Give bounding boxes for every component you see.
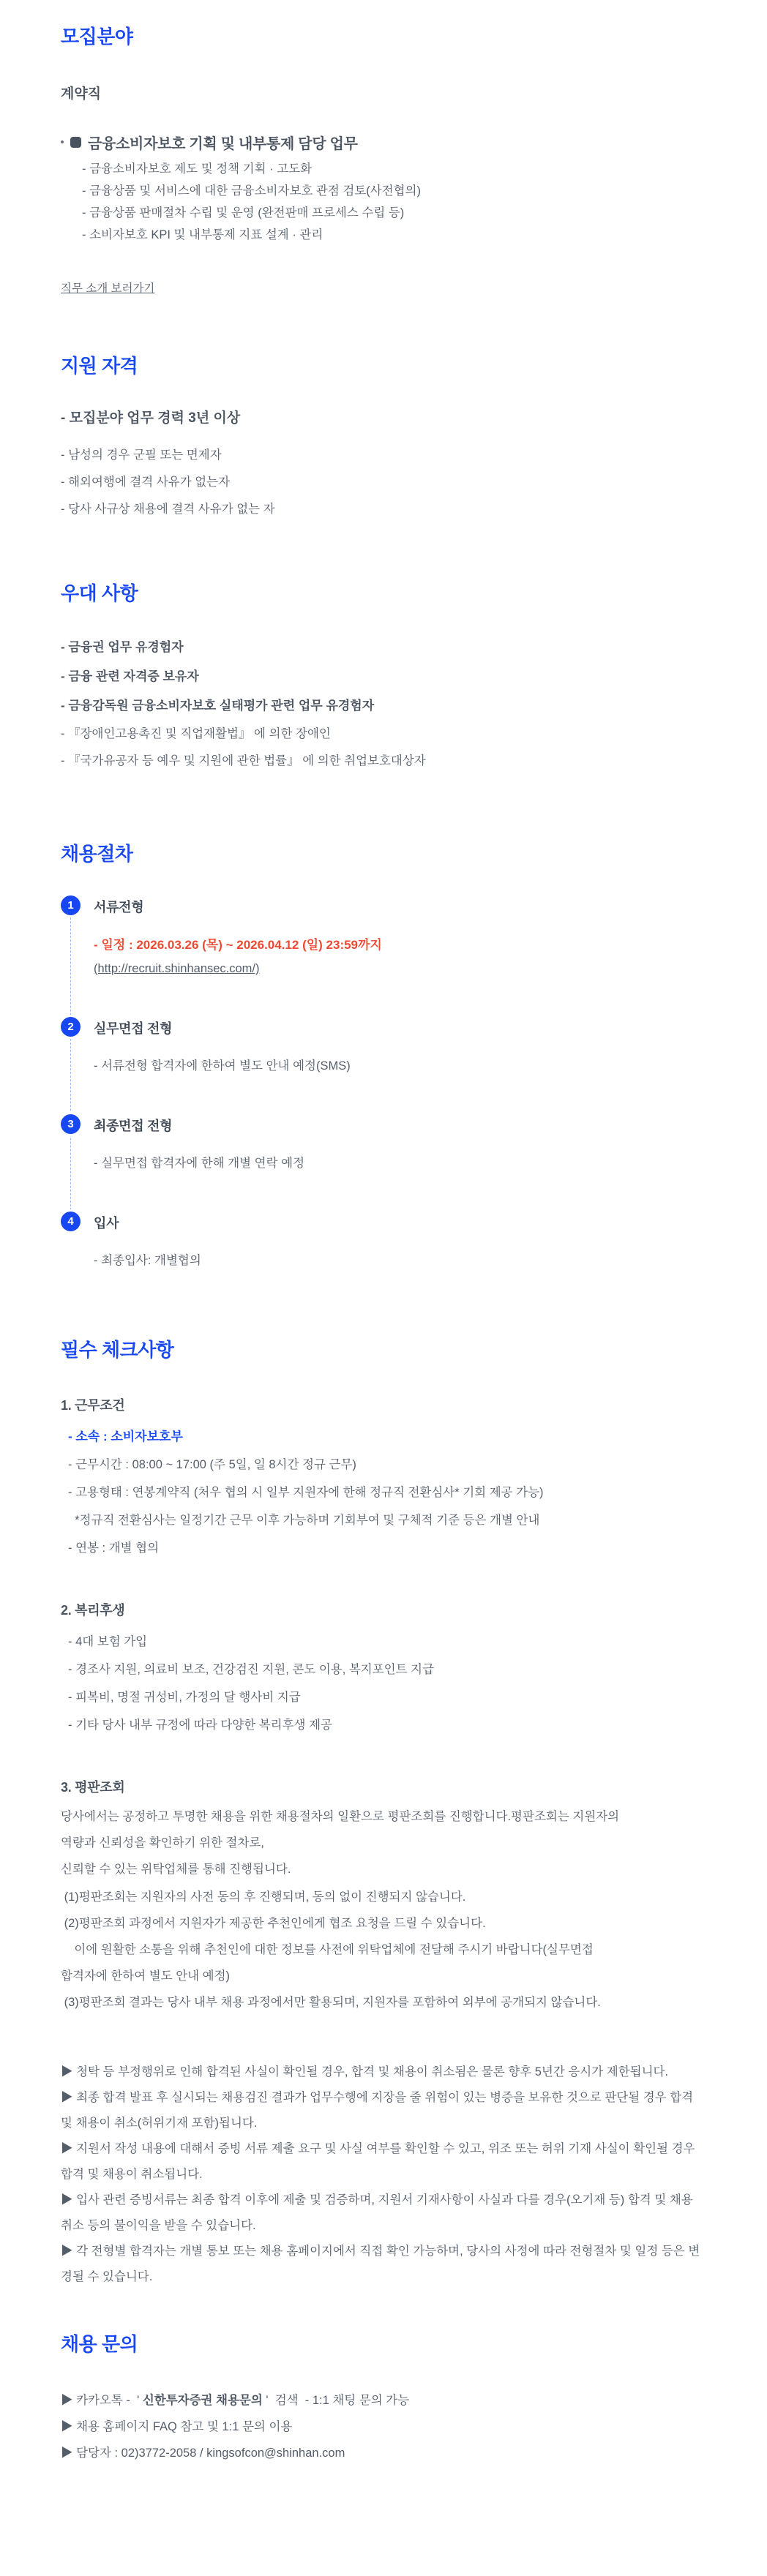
job-intro-link-row [61,279,706,296]
contact-item: ▶ 채용 홈페이지 FAQ 참고 및 1:1 문의 이용 [61,2419,293,2433]
duty-item: - 금융상품 판매절차 수립 및 운영 (완전판매 프로세스 수립 등) [82,206,405,219]
work-condition-item: - 고용형태 : 연봉계약직 (처우 협의 시 일부 지원자에 한해 정규직 전환심사* 기회 제공 가능) [68,1486,544,1500]
qualification-title: 지원 자격 [61,354,138,377]
qualification-primary: - 모집분야 업무 경력 3년 이상 [61,410,241,426]
contact-kakao-suffix: ' 검색 - 1:1 채팅 문의 가능 [262,2393,410,2407]
reputation-detail-line: 이에 원활한 소통을 위해 추천인에 대한 정보를 사전에 위탁업체에 전달해 주시기 바랍니다(실무면접 [61,1943,594,1957]
step-name: 입사 [94,1215,119,1231]
reputation-intro [61,1803,706,1882]
process-step-3 [61,1116,706,1171]
notice-item: ▶ 지원서 작성 내용에 대해서 증빙 서류 제출 요구 및 사실 여부를 확인할 수 있고, 위조 또는 허위 기재 사실이 확인될 경우 합격 및 채용이 취소됩니다. [61,2142,699,2182]
reputation-details [61,1884,706,2016]
section-checklist [61,1338,706,2291]
checklist-subheading: 2. 복리후생 [61,1603,125,1618]
recruit-field-title: 모집분야 [61,26,133,48]
welfare-item: - 기타 당사 내부 규정에 따라 다양한 복리후생 제공 [68,1719,332,1732]
checklist-work-conditions [61,1395,706,1562]
step-name: 최종면접 전형 [94,1118,173,1133]
section-process [61,842,706,1268]
welfare-item: - 경조사 지원, 의료비 보조, 건강검진 지원, 콘도 이용, 복지포인트 지급 [68,1663,435,1677]
process-title: 채용절차 [61,843,133,865]
job-title: 금융소비자보호 기획 및 내부통제 담당 업무 [88,135,358,152]
work-condition-item: *정규직 전환심사는 일정기간 근무 이후 가능하며 기회부여 및 구체적 기준 등은 개별 안내 [68,1514,540,1528]
qualification-item: - 해외여행에 결격 사유가 없는자 [61,475,231,489]
section-qualification [61,354,706,523]
notice-item: ▶ 각 전형별 합격자는 개별 통보 또는 채용 홈페이지에서 직접 확인 가능하며, 당사의 사정에 따라 전형절차 및 일정 등은 변경될 수 있습니다. [61,2245,700,2284]
section-preference [61,582,706,776]
department-highlight: - 소속 : 소비자보호부 [68,1430,183,1444]
step-number-badge: 1 [61,895,81,915]
notice-item: ▶ 청탁 등 부정행위로 인해 합격된 사실이 확인될 경우, 합격 및 채용이 취소됨은 물론 향후 5년간 응시가 제한됩니다. [61,2065,669,2079]
notice-list [61,2059,706,2290]
job-title-row [61,132,706,153]
preference-strong-list [61,633,706,721]
qualification-list [61,442,706,523]
employment-type: 계약직 [61,86,102,102]
checklist-subheading: 1. 근무조건 [61,1398,125,1413]
welfare-item: - 4대 보험 가입 [68,1635,148,1649]
section-recruit-field [61,25,706,296]
checklist-reputation [61,1777,706,2016]
duty-list [61,158,706,246]
duty-item: - 금융소비자보호 제도 및 정책 기획 · 고도화 [82,162,313,176]
checklist-welfare [61,1600,706,1739]
qualification-item: - 당사 사규상 채용에 결격 사유가 없는 자 [61,502,275,516]
checklist-title: 필수 체크사항 [61,1338,174,1361]
duty-item: - 소비자보호 KPI 및 내부통제 지표 설계 · 관리 [82,228,323,241]
contact-title: 채용 문의 [61,2333,138,2356]
notice-item: ▶ 입사 관련 증빙서류는 최종 합격 이후에 제출 및 검증하며, 지원서 기재사항이 사실과 다를 경우(오기재 등) 합격 및 채용 취소 등의 불이익을 받을 수 있습니다. [61,2193,697,2233]
reputation-detail-line: 합격자에 한하여 별도 안내 예정) [61,1969,231,1983]
work-condition-item: - 연봉 : 개별 협의 [68,1542,160,1555]
contact-kakao-keyword: 신한투자증권 채용문의 [142,2393,263,2407]
bullet-dot-icon [61,140,64,143]
step-name: 서류전형 [94,899,144,915]
apply-link-row [94,962,706,976]
preference-item: - 금융권 업무 유경험자 [61,640,184,655]
checklist-subheading: 3. 평판조회 [61,1780,125,1795]
process-steps [61,897,706,1268]
duty-item: - 금융상품 및 서비스에 대한 금융소비자보호 관점 검토(사전협의) [82,184,421,198]
contact-kakao-prefix: ▶ 카카오톡 - ' [61,2393,143,2407]
reputation-detail-line: (2)평판조회 과정에서 지원자가 제공한 추천인에게 협조 요청을 드릴 수 있습니다. [61,1917,486,1931]
work-condition-item: - 근무시간 : 08:00 ~ 17:00 (주 5일, 일 8시간 정규 근무) [68,1458,356,1472]
qualification-item: - 남성의 경우 군필 또는 면제자 [61,448,222,462]
step-note: - 실무면접 합격자에 한해 개별 연락 예정 [94,1156,305,1170]
work-condition-list [61,1423,706,1562]
process-step-4 [61,1213,706,1268]
reputation-intro-line: 역량과 신뢰성을 확인하기 위한 절차로, [61,1836,264,1850]
preference-item: - 금융 관련 자격증 보유자 [61,669,199,684]
step-schedule: - 일정 : 2026.03.26 (목) ~ 2026.04.12 (일) 23:59까지 [94,937,382,952]
reputation-intro-line: 당사에서는 공정하고 투명한 채용을 위한 채용절차의 일환으로 평판조회를 진행합니다.평판조회는 지원자의 [61,1810,620,1824]
contact-item: ▶ 담당자 : 02)3772-2058 / kingsofcon@shinhan.com [61,2446,345,2460]
step-number-badge: 3 [61,1114,81,1134]
welfare-list [61,1628,706,1739]
reputation-detail-line: (1)평판조회는 지원자의 사전 동의 후 진행되며, 동의 없이 진행되지 않습니다. [61,1890,466,1904]
square-bullet-icon [70,137,81,148]
preference-item: - 『국가유공자 등 예우 및 지원에 관한 법률』 에 의한 취업보호대상자 [61,754,426,768]
step-name: 실무면접 전형 [94,1021,173,1036]
step-number-badge: 4 [61,1212,81,1231]
reputation-detail-line: (3)평판조회 결과는 당사 내부 채용 과정에서만 활용되며, 지원자를 포함하여 외부에 공개되지 않습니다. [61,1996,601,2010]
preference-item: - 『장애인고용촉진 및 직업재활법』 에 의한 장애인 [61,727,331,741]
process-step-2 [61,1018,706,1073]
section-contact [61,2332,706,2466]
preference-title: 우대 사항 [61,582,138,604]
process-step-1 [61,897,706,976]
preference-item: - 금융감독원 금융소비자보호 실태평가 관련 업무 유경험자 [61,699,375,713]
contact-list [61,2387,706,2466]
step-note: - 서류전형 합격자에 한하여 별도 안내 예정(SMS) [94,1059,351,1073]
job-intro-link[interactable]: 직무 소개 보러가기 [61,282,155,295]
apply-url-link[interactable]: (http://recruit.shinhansec.com/) [94,961,260,975]
contact-kakao-line [61,2387,706,2414]
preference-normal-list [61,721,706,775]
notice-item: ▶ 최종 합격 발표 후 실시되는 채용검진 결과가 업무수행에 지장을 줄 위험이 있는 병증을 보유한 것으로 판단될 경우 합격 및 채용이 취소(허위기재 포함)됩니다. [61,2091,697,2130]
reputation-intro-line: 신뢰할 수 있는 위탁업체를 통해 진행됩니다. [61,1863,291,1877]
step-number-badge: 2 [61,1017,81,1037]
step-note: - 최종입사: 개별협의 [94,1253,201,1267]
welfare-item: - 피복비, 명절 귀성비, 가정의 달 행사비 지급 [68,1691,301,1705]
